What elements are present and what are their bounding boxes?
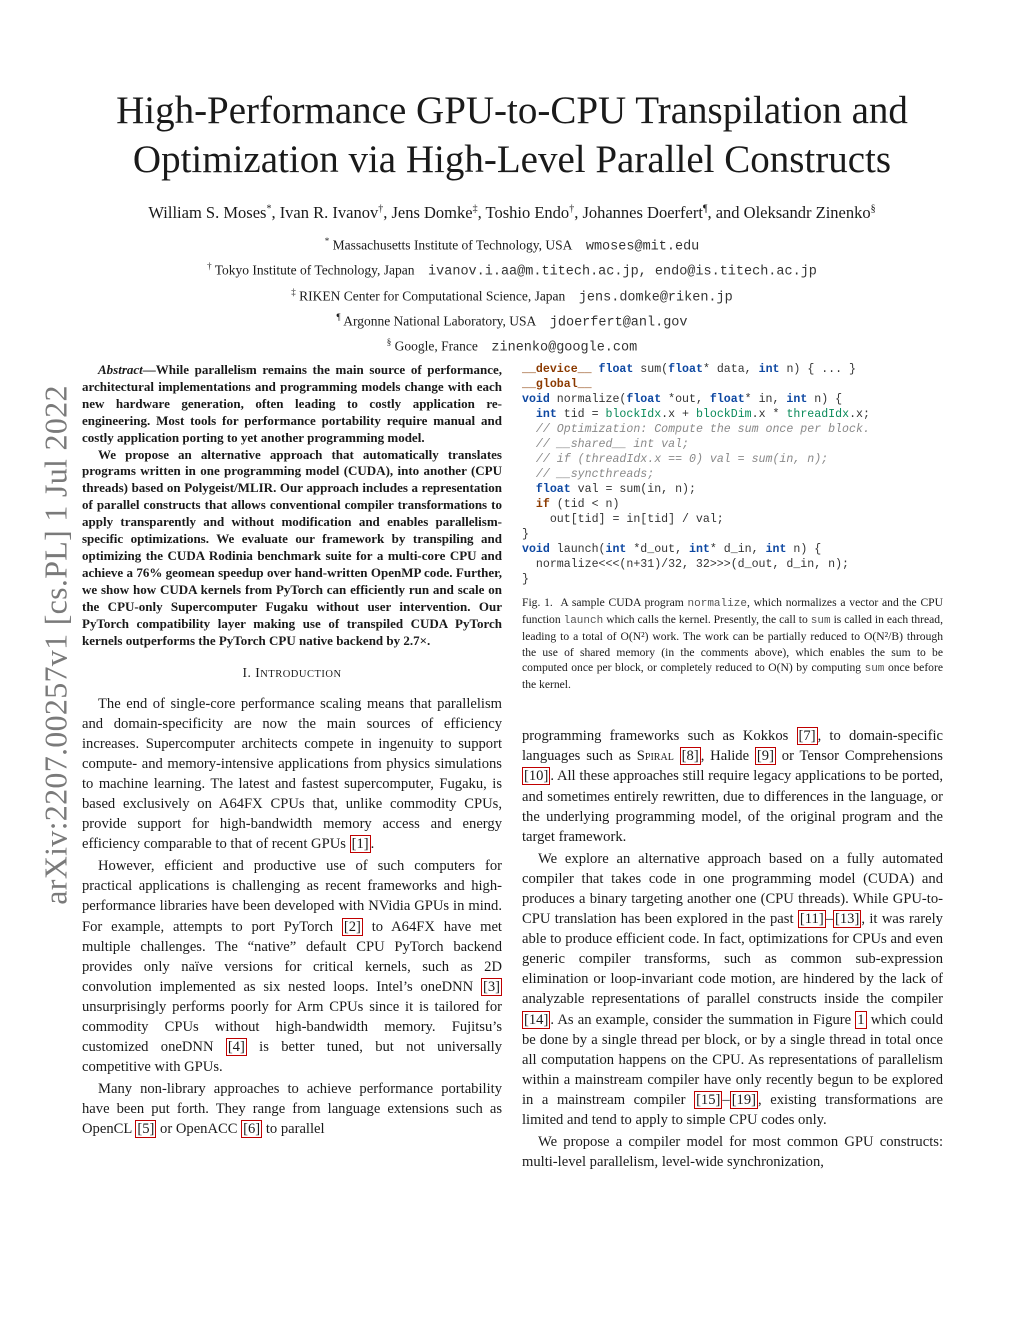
email-address: jdoerfert@anl.gov — [549, 315, 688, 331]
affiliation-list — [140, 232, 884, 358]
affiliation-line: * Massachusetts Institute of Technology, USA wmoses@mit.edu — [324, 236, 700, 255]
email-address: ivanov.i.aa@m.titech.ac.jp, endo@is.titech.ac.jp — [428, 264, 817, 280]
author-affiliation-mark: ‡ — [472, 203, 478, 215]
author-name: Oleksandr Zinenko — [743, 203, 871, 222]
citation-link[interactable]: [4] — [227, 1039, 245, 1056]
citation-link[interactable]: [14] — [524, 1011, 549, 1028]
author-affiliation-mark: § — [870, 203, 876, 215]
code-line: } — [522, 528, 529, 541]
code-line: out[tid] = in[tid] / val; — [522, 513, 724, 526]
intro-paragraph-3: Many non-library approaches to achieve performance portability have been put forth. They range from language extensions such as OpenCL [5] or OpenACC [6] to parallel — [82, 1081, 502, 1138]
author-affiliation-mark: * — [266, 203, 272, 215]
author-affiliation-mark: ¶ — [702, 203, 708, 215]
affiliation-line: † Tokyo Institute of Technology, Japan ivanov.i.aa@m.titech.ac.jp, endo@is.titech.ac.jp — [207, 261, 817, 280]
code-line: void launch(int *d_out, int* d_in, int n) { — [522, 543, 822, 556]
email-address: wmoses@mit.edu — [585, 239, 700, 255]
code-line: float val = sum(in, n); — [535, 483, 696, 496]
citation-link[interactable]: [7] — [798, 728, 816, 745]
abstract-paragraph-1: Abstract—While parallelism remains the main source of performance, architectural implementations and programming models change with each new hardware generation, often leading to costly application re-engineering. Most tools for performance portability require manual and costly application porting to yet another programming model. — [82, 362, 502, 445]
code-line: __device__ float sum(float* data, int n) { ... } — [522, 363, 857, 376]
right-body-text — [522, 726, 943, 1172]
code-line: // if (threadIdx.x == 0) val = sum(in, n); — [535, 453, 829, 466]
citation-link[interactable]: [3] — [482, 978, 500, 995]
email-address: zinenko@google.com — [491, 340, 638, 356]
citation-link[interactable]: [5] — [137, 1121, 155, 1138]
author-affiliation-mark: † — [569, 203, 575, 215]
body-paragraph-approach: We explore an alternative approach based on a fully automated compiler that takes code in one programming model (CUDA) and produces a binary targeting another one (CPU threads). While GPU-to-CPU translation has been explored in the past [11] – [13] , it was rarely able to produce efficient code. In fact, optimizations for CPUs and even generic compiler transforms, such as common sub-expression elimination or loop-invariant code motion, are hindered by the lack of analyzable representations of parallel constructs inside the compiler [14] . As an example, consider the summation in Figure 1 which could be done by a single thread per block, or by a single thread in total once all computation happens on the CPU. As representations of parallelism within a mainstream compiler have only recently begun to be explored in a mainstream compiler [15] – [19] , existing transformations are limited and tend to apply to simple CPU codes only. — [522, 850, 943, 1128]
abstract-paragraph-2: We propose an alternative approach that automatically translates programs written in one programming model (CUDA), into another (CPU threads) based on Polygeist/MLIR. Our approach includes a representation of parallel constructs that allows conventional compiler transformations to apply transparently and without modification and enables parallelism-specific optimizations. We evaluate our framework by transpiling and optimizing the CUDA Rodinia benchmark suite for a multi-core CPU and achieve a 76% geomean speedup over hand-written OpenMP code. Further, we show how CUDA kernels from PyTorch can efficiently run and scale on the CPU-only Supercomputer Fugaku without user intervention. Our PyTorch compatibility layer making use of transpiled CUDA PyTorch kernels outperforms the PyTorch CPU native backend by 2.7×. — [82, 446, 502, 648]
code-line: void normalize(float *out, float* in, int n) { — [522, 393, 843, 406]
arxiv-id-text: arXiv:2207.00257v1 [cs.PL] 1 Jul 2022 — [37, 385, 74, 905]
title-line-2: Optimization via High-Level Parallel Constructs — [132, 138, 892, 181]
institution-name: Tokyo Institute of Technology, Japan — [211, 262, 429, 278]
arxiv-stamp — [36, 365, 76, 925]
institution-name: Google, France — [391, 338, 492, 354]
author-affiliation-mark: † — [378, 203, 384, 215]
author-name: Toshio Endo — [485, 203, 570, 222]
author-name: Johannes Doerfert — [582, 203, 703, 222]
citation-link[interactable]: [15] — [696, 1091, 721, 1108]
citation-link[interactable]: [2] — [343, 918, 361, 935]
affiliation-line: ‡ RIKEN Center for Computational Science, Japan jens.domke@riken.jp — [291, 286, 733, 306]
citation-link[interactable]: [1] — [351, 836, 369, 853]
citation-link[interactable]: [8] — [681, 748, 699, 765]
title-line-1: High-Performance GPU-to-CPU Transpilation and — [116, 89, 908, 132]
citation-link[interactable]: [6] — [243, 1121, 261, 1138]
affiliation-line: ¶ Argonne National Laboratory, USA jdoerfert@anl.gov — [336, 311, 688, 331]
citation-link[interactable]: [10] — [524, 768, 549, 785]
institution-name: Argonne National Laboratory, USA — [340, 313, 550, 329]
body-paragraph-continued: programming frameworks such as Kokkos [7] , to domain-specific languages such as Spiral [8] , Halide [9] or Tensor Comprehensions [10] . All these approaches still require legacy applications to be ported, and sometimes entirely rewritten, due to differences in the language, or the underlying programming model, of the original program and the target framework. — [522, 728, 944, 845]
intro-paragraph-2: However, efficient and productive use of such computers for practical applications is challenging as recent frameworks and high-performance libraries have been developed with NVidia GPUs in mind. For example, attempts to port PyTorch [2] to A64FX have met multiple challenges. The “native” default CPU PyTorch backend provides only naïve versions for critical kernels, such as 2D convolution implemented as six nested loops. Intel’s oneDNN [3] unsurprisingly performs poorly for Arm CPUs since it is tailored for commodity CPUs without high-bandwidth memory. Fujitsu’s customized oneDNN [4] is better tuned, but not universally competitive with GPUs. — [82, 858, 502, 1076]
intro-paragraph-1: The end of single-core performance scaling means that parallelism and domain-specificity are now the main sources of efficiency increases. Supercomputer architects compete in ingenuity to support compute- and memory-intensive applications from physics simulations to machine learning. The latest and fastest supercomputer, Fugaku, is based exclusively on A64FX CPUs that, unlike commodity CPUs, provide support for high-bandwidth memory access and energy efficiency comparable to that of recent GPUs [1] . — [82, 695, 502, 853]
code-line: // Optimization: Compute the sum once per block. — [535, 423, 870, 436]
author-list: William S. Moses*, Ivan R. Ivanov†, Jens Domke‡, Toshio Endo†, Johannes Doerfert¶, and Oleksandr Zinenko§ — [148, 203, 876, 222]
citation-link[interactable]: [19] — [731, 1091, 757, 1108]
code-line: if (tid < n) — [535, 498, 620, 511]
abstract — [82, 362, 502, 649]
affiliation-line: § Google, France zinenko@google.com — [386, 337, 638, 356]
citation-link[interactable]: [13] — [834, 911, 860, 928]
author-name: Ivan R. Ivanov — [279, 203, 379, 222]
code-line: int tid = blockIdx.x + blockDim.x * threadIdx.x; — [535, 408, 870, 421]
code-line: } — [522, 573, 529, 586]
code-line: __global__ — [522, 378, 592, 391]
citation-link[interactable]: [9] — [756, 748, 774, 765]
body-paragraph-propose: We propose a compiler model for most common GPU constructs: multi-level parallelism, level-wide synchronization, — [522, 1134, 943, 1171]
abstract-label: Abstract — [98, 362, 143, 377]
code-listing — [522, 362, 943, 587]
left-column — [82, 362, 502, 1142]
code-line: // __syncthreads; — [535, 468, 655, 481]
author-name: Jens Domke — [391, 203, 473, 222]
figure-1-caption: Fig. 1. A sample CUDA program normalize, which normalizes a vector and the CPU function launch which calls the kernel. Presently, the call to sum is called in each thread, leading to a total of O(N²) work. The work can be partially reduced to O(N²/B) through the use of shared memory (in the comments above), which enables the sum to be computed once per block, or completely reduced to O(N) by computing sum once before the kernel. — [522, 596, 944, 692]
code-line: normalize<<<(n+31)/32, 32>>>(d_out, d_in, n); — [522, 558, 849, 571]
figure-link[interactable]: 1 — [857, 1011, 865, 1028]
citation-link[interactable]: [11] — [799, 911, 824, 928]
institution-name: Massachusetts Institute of Technology, USA — [329, 237, 586, 253]
author-name: William S. Moses — [148, 203, 267, 222]
code-line: // __shared__ int val; — [535, 438, 689, 451]
email-address: jens.domke@riken.jp — [578, 290, 733, 306]
right-column — [522, 362, 943, 1174]
paper-title — [60, 86, 964, 184]
institution-name: RIKEN Center for Computational Science, Japan — [295, 288, 579, 304]
section-heading-introduction: I. INTRODUCTION — [242, 665, 342, 681]
